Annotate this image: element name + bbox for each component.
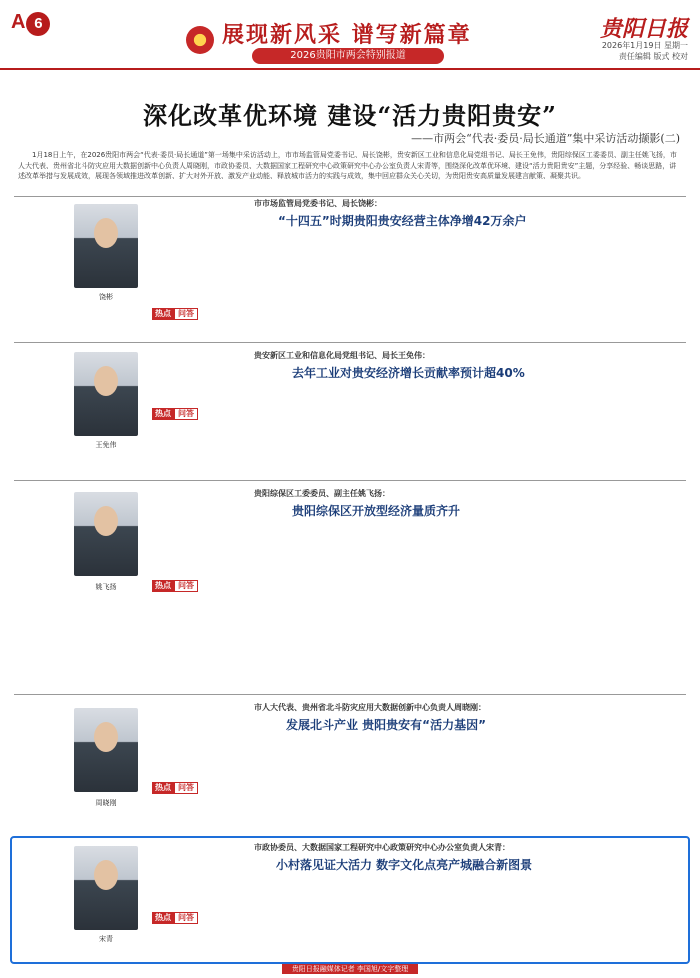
ask-label: 问答 bbox=[174, 580, 198, 592]
footer-text: 贵阳日报融媒体记者 李国旭/文字整理 bbox=[282, 964, 419, 974]
section-divider bbox=[14, 694, 686, 695]
section-divider bbox=[14, 342, 686, 343]
section-speaker: 贵安新区工业和信息化局党组书记、局长王免伟： bbox=[254, 351, 430, 360]
ask-label: 问答 bbox=[174, 408, 198, 420]
section-divider bbox=[14, 196, 686, 197]
masthead bbox=[0, 0, 700, 70]
sub-headline: ——市两会“代表·委员·局长通道”集中采访活动撷影(二) bbox=[411, 132, 680, 145]
page-number bbox=[10, 10, 50, 36]
hot-label: 热点 bbox=[152, 580, 174, 592]
section-divider bbox=[14, 480, 686, 481]
hot-label: 热点 bbox=[152, 912, 174, 924]
page-num-badge: 6 bbox=[26, 12, 50, 36]
person-name: 周晓刚 bbox=[95, 799, 117, 807]
footer-credit bbox=[0, 964, 700, 974]
issue-date: 2026年1月19日 星期一 bbox=[601, 41, 688, 50]
banner-title: 展现新风采 谱写新篇章 bbox=[222, 22, 472, 48]
page-letter: A bbox=[11, 11, 26, 33]
hot-qa-tag bbox=[152, 782, 198, 794]
section-title: 去年工业对贵安经济增长贡献率预计超40% bbox=[292, 366, 525, 380]
hot-label: 热点 bbox=[152, 408, 174, 420]
section-speaker: 市市场监管局党委书记、局长饶彬： bbox=[254, 199, 382, 208]
portrait-photo bbox=[74, 492, 138, 576]
ask-label: 问答 bbox=[174, 782, 198, 794]
person-name: 王免伟 bbox=[95, 441, 117, 449]
newspaper-logo: 贵阳日报 bbox=[599, 16, 688, 42]
hot-qa-tag bbox=[152, 580, 198, 592]
dateline bbox=[548, 40, 688, 62]
hot-qa-tag bbox=[152, 308, 198, 320]
hot-qa-tag bbox=[152, 912, 198, 924]
hot-label: 热点 bbox=[152, 308, 174, 320]
lead-paragraph: 1月18日上午，在2026贵阳市两会“代表·委员·局长通道”第一场集中采访活动上，市市场监管局党委书记、局长饶彬，贵安新区工业和信息化局党组书记、局长王免伟，贵阳综保区工委委员、副主任姚飞扬，市人大代表、贵州省北斗防灾应用大数据创新中心负责人周晓刚，市政协委员、大数据国家工程研究中心政策研究中心办公室负责人宋青等，围绕深化改革优环境、建设“活力贵阳贵安”主题，分享经验、畅谈思路，讲述改革举措与发展成效，展现各领域推进改革创新、扩大对外开放、激发产业动能、释放城市活力的实践与成效，集中回应群众关心关切，为贵阳贵安高质量发展建言献策、凝聚共识。 bbox=[18, 151, 677, 180]
editor-credits: 责任编辑 版式 校对 bbox=[618, 52, 688, 61]
portrait-photo bbox=[74, 846, 138, 930]
section-title: 小村落见证大活力 数字文化点亮产城融合新图景 bbox=[276, 858, 533, 872]
section-speaker: 市人大代表、贵州省北斗防灾应用大数据创新中心负责人周晓刚： bbox=[254, 703, 486, 712]
person-name: 饶彬 bbox=[99, 293, 113, 301]
section-speaker: 贵阳综保区工委委员、副主任姚飞扬： bbox=[254, 489, 390, 498]
portrait-photo bbox=[74, 708, 138, 792]
portrait-photo bbox=[74, 204, 138, 288]
section-title: 贵阳综保区开放型经济量质齐升 bbox=[292, 504, 461, 518]
section-title: 发展北斗产业 贵阳贵安有“活力基因” bbox=[286, 718, 486, 732]
emblem-icon bbox=[186, 26, 214, 54]
banner-subtitle: 2026贵阳市两会特别报道 bbox=[252, 48, 444, 64]
person-name: 姚飞扬 bbox=[95, 583, 117, 591]
section-speaker: 市政协委员、大数据国家工程研究中心政策研究中心办公室负责人宋青： bbox=[254, 843, 510, 852]
ask-label: 问答 bbox=[174, 912, 198, 924]
hot-qa-tag bbox=[152, 408, 198, 420]
ask-label: 问答 bbox=[174, 308, 198, 320]
profile-text bbox=[148, 202, 246, 302]
portrait-photo bbox=[74, 352, 138, 436]
section-title: “十四五”时期贵阳贵安经营主体净增42万余户 bbox=[278, 214, 527, 228]
hot-label: 热点 bbox=[152, 782, 174, 794]
main-headline: 深化改革优环境 建设“活力贵阳贵安” bbox=[143, 101, 557, 130]
person-name: 宋青 bbox=[99, 935, 113, 943]
